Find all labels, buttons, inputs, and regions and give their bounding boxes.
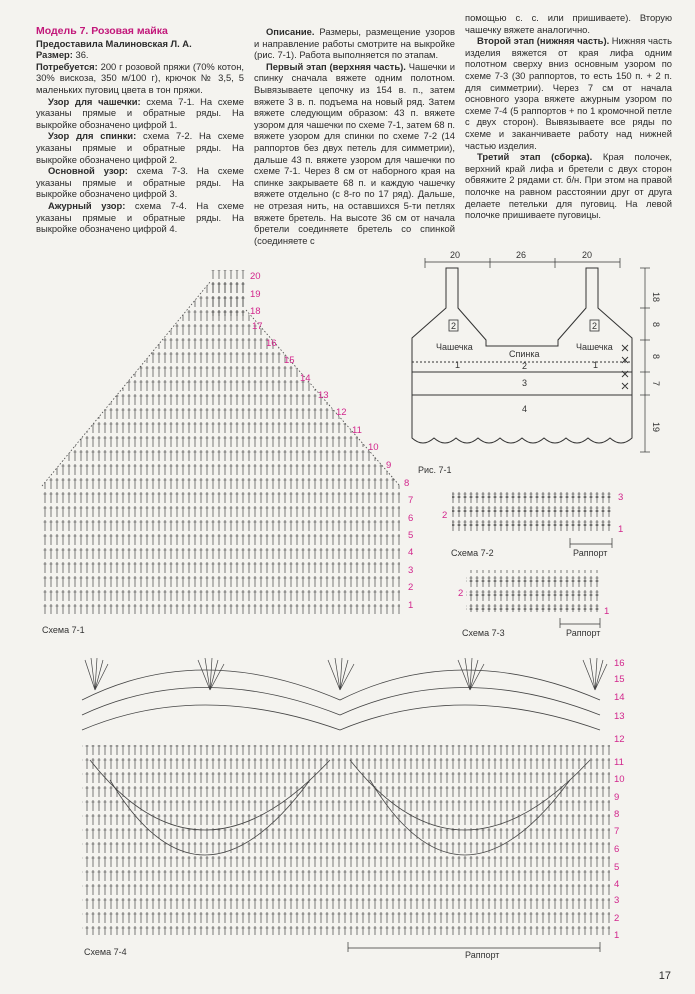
desc-text: Размеры, размещение узоров и направление работы смотрите на выкройке (рис. 7-1). Работа выполняется по этапам. <box>254 26 455 61</box>
s1-row-13: 13 <box>318 390 329 401</box>
s4-row-5: 5 <box>614 862 620 873</box>
s1-row-14: 14 <box>300 373 311 384</box>
materials-label: Потребуется: <box>36 60 98 72</box>
s1-row-18: 18 <box>250 306 261 317</box>
s4-row-15: 15 <box>614 674 625 685</box>
label-back: Спинка <box>509 349 540 359</box>
s2-row-1: 1 <box>618 524 624 535</box>
s1-row-15: 15 <box>284 355 295 366</box>
s1-row-7: 7 <box>408 495 414 506</box>
s1-row-1: 1 <box>408 600 414 611</box>
button-marks <box>622 345 628 389</box>
fig-caption: Рис. 7-1 <box>418 465 452 475</box>
strap-num-right: 2 <box>592 321 598 331</box>
s4-row-1: 1 <box>614 930 620 941</box>
main-text: схема 7-3. На схеме указаны прямые и обратные ряды. На выкройке обозначено цифрой 3. <box>36 165 244 200</box>
scheme-7-3-rapport: Раппорт <box>566 628 601 638</box>
main-label: Основной узор: <box>48 165 128 177</box>
s4-row-16: 16 <box>614 658 625 669</box>
scheme-7-3 <box>458 570 609 638</box>
s4-row-14: 14 <box>614 692 625 703</box>
s1-row-10: 10 <box>368 442 379 453</box>
size-label: Размер: <box>36 49 73 61</box>
stage2-text: Нижняя часть изделия вяжется от края лифа одним полотном сверху вниз основным узором по схеме 7-3 (30 раппортов, то есть 150 п. + 2 п. для симметрии). Через 7 см от начала основного узора вяжете ажурным узором по схеме 7-4 (5 раппортов + по 1 кромочной петле с двух сторон). Вывязываете все ряды по схеме и заканчиваете работу над нижней частью изделия. <box>465 35 672 151</box>
s2-row-3: 3 <box>618 492 624 503</box>
lace-label: Ажурный узор: <box>48 199 126 211</box>
back-label: Узор для спинки: <box>48 130 137 142</box>
scheme-7-4-label: Схема 7-4 <box>84 947 127 957</box>
strap-num-left: 2 <box>451 321 457 331</box>
dim-side-3: 8 <box>651 354 661 360</box>
stage2-label: Второй этап (нижняя часть). <box>477 35 610 47</box>
s4-row-3: 3 <box>614 895 620 906</box>
s1-row-9: 9 <box>386 460 392 471</box>
scheme-7-4 <box>82 658 610 960</box>
back-text: схема 7-2. На схеме указаны прямые и обратные ряды. На выкройке обозначено цифрой 2. <box>36 130 245 165</box>
desc-label: Описание. <box>266 26 315 37</box>
s1-row-5: 5 <box>408 530 414 541</box>
scheme-7-1-label: Схема 7-1 <box>42 625 85 635</box>
s1-row-6: 6 <box>408 513 414 524</box>
scheme-7-4-row-numbers <box>614 658 625 941</box>
dim-side-4: 7 <box>651 381 661 387</box>
s1-row-17: 17 <box>252 321 263 332</box>
zone-2: 2 <box>522 361 528 371</box>
scheme-7-1-strap <box>210 270 246 316</box>
zone-1-left: 1 <box>455 360 461 370</box>
s4-row-4: 4 <box>614 879 620 890</box>
dim-top-3: 20 <box>582 250 593 260</box>
stage3-text: Края полочек, верхний край лифа и бретели с двух сторон обвяжите 2 рядами ст. б/н. При этом на правой полочке на равном расстоянии друг от друга делаете петельки для пуговиц. На левой полочке пришиваете пуговицы. <box>465 151 672 221</box>
dim-top-1: 20 <box>450 250 461 260</box>
s3-row-2: 2 <box>458 588 464 599</box>
dim-side-2: 8 <box>651 322 661 328</box>
zone-4: 4 <box>522 404 528 414</box>
scheme-7-1 <box>42 270 400 635</box>
label-cup-right: Чашечка <box>576 342 613 352</box>
stage1-continued: помощью с. с. или пришиваете). Вторую чашечку вяжете аналогично. <box>465 12 672 35</box>
dim-side-1: 18 <box>651 292 661 303</box>
s4-row-9: 9 <box>614 792 620 803</box>
scheme-7-2-rapport: Раппорт <box>573 548 608 558</box>
scheme-7-2 <box>442 490 623 558</box>
s1-row-12: 12 <box>336 407 347 418</box>
dim-top-2: 26 <box>516 250 527 260</box>
s1-row-16: 16 <box>266 338 277 349</box>
label-cup-left: Чашечка <box>436 342 473 352</box>
s1-row-19: 19 <box>250 289 261 300</box>
s1-row-20: 20 <box>250 271 261 282</box>
s2-row-2: 2 <box>442 510 448 521</box>
dim-side-5: 19 <box>651 422 661 433</box>
s4-row-12: 12 <box>614 734 625 745</box>
s1-row-8: 8 <box>404 478 410 489</box>
lace-text: схема 7-4. На схеме указаны прямые и обратные ряды. На выкройке обозначено цифрой 4. <box>36 199 244 235</box>
author: Предоставила Малиновская Л. А. <box>36 37 192 49</box>
cup-label: Узор для чашечки: <box>48 95 141 107</box>
cup-text: схема 7-1. На схеме указаны прямые и обратные ряды. На выкройке обозначено цифрой 1. <box>36 95 244 130</box>
materials-text: 200 г розовой пряжи (70% котон, 30% вискоза, 350 м/100 г), крючок № 3,5, 5 маленьких пуговиц цвета в тон пряжи. <box>36 60 244 95</box>
s4-row-11: 11 <box>614 757 624 768</box>
scheme-7-4-fans <box>85 658 607 690</box>
s4-row-13: 13 <box>614 711 625 722</box>
s4-row-8: 8 <box>614 809 620 820</box>
zone-1-right: 1 <box>593 360 599 370</box>
scheme-7-2-label: Схема 7-2 <box>451 548 494 558</box>
model-title: Модель 7. Розовая майка <box>36 25 168 37</box>
s4-row-10: 10 <box>614 774 625 785</box>
s1-row-2: 2 <box>408 582 414 593</box>
s1-row-4: 4 <box>408 547 414 558</box>
stage3-label: Третий этап (сборка). <box>477 151 593 163</box>
s1-row-3: 3 <box>408 565 414 576</box>
s3-row-1: 1 <box>604 606 610 617</box>
scheme-7-1-base-rows <box>42 486 400 614</box>
s4-row-6: 6 <box>614 844 620 855</box>
scheme-7-4-rapport: Раппорт <box>465 950 500 960</box>
zone-3: 3 <box>522 378 528 388</box>
s4-row-2: 2 <box>614 913 620 924</box>
stage1-label: Первый этап (верхняя часть). <box>266 60 406 72</box>
scheme-7-3-label: Схема 7-3 <box>462 628 505 638</box>
page-number: 17 <box>658 970 671 982</box>
stage1-text: Чашечки и спинку сначала вяжете одним полотном. Вывязываете цепочку из 154 в. п., затем вяжете 3 в. п. подъема на новый ряд. Затем вяжете следующим образом: 43 п. вяжете узором для чашечки по схеме 7-1, затем 68 п. вяжете узором для спинки по схеме 7-2 (14 раппортов без двух петель для симметрии), дальше 43 п. вяжете узором для чашечки по схеме 7-1. Через 8 см от наборного края на спинке закрываете 68 п. и каждую чашечку вяжете отдельно (с 8-го по 17 ряд). Дальше, не отрезая нить, на оставшихся 5-ти петлях вяжете бретель. На высоте 36 см от начала бретели соединяете бретель со спинкой (соединяете с <box>254 60 455 246</box>
s1-row-11: 11 <box>352 425 362 436</box>
size-value: 36. <box>72 49 89 61</box>
s4-row-7: 7 <box>614 826 620 837</box>
